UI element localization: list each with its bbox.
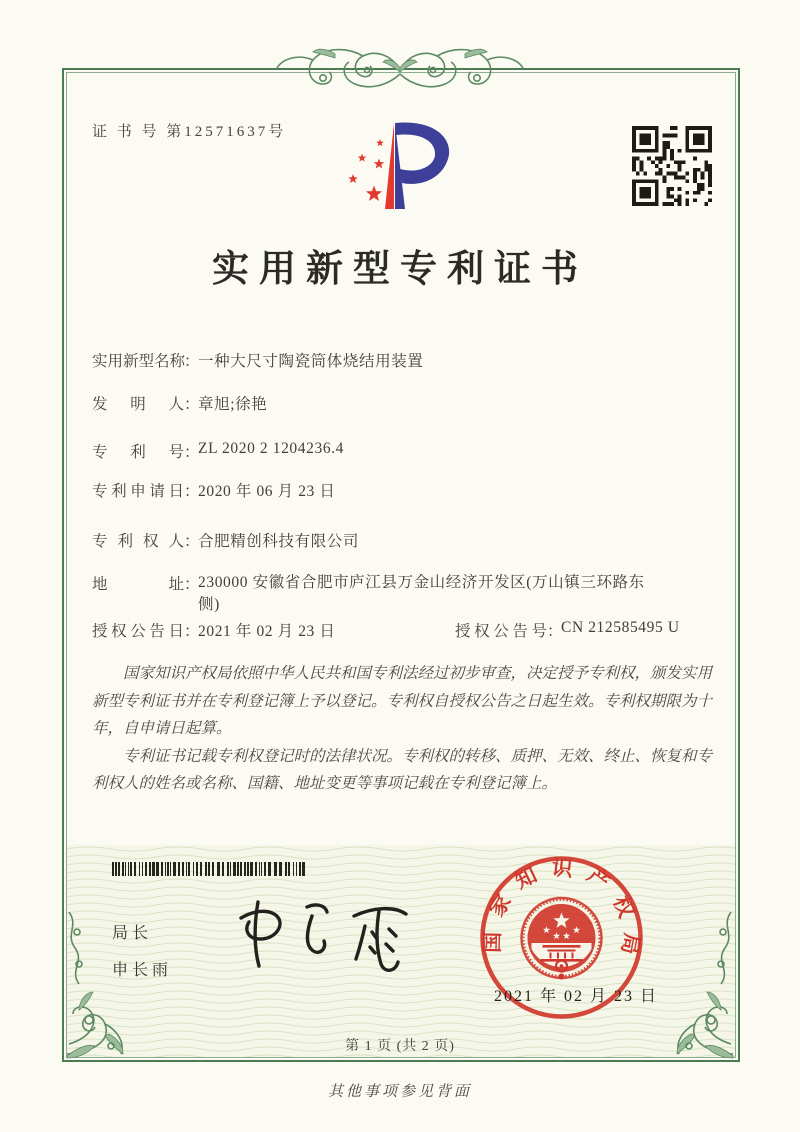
field-value: ZL 2020 2 1204236.4 xyxy=(198,440,345,457)
field-value: 230000 安徽省合肥市庐江县万金山经济开发区(万山镇三环路东侧) xyxy=(198,574,645,614)
field-value: 合肥精创科技有限公司 xyxy=(198,533,360,550)
colon: ： xyxy=(184,396,200,413)
commissioner-name: 申长雨 xyxy=(112,962,173,979)
colon: ： xyxy=(184,533,200,550)
field-row-address xyxy=(92,572,653,617)
colon: ： xyxy=(184,623,200,640)
seal-date: 2021 年 02 月 23 日 xyxy=(494,988,659,1005)
field-value: 2020 年 06 月 23 日 xyxy=(198,483,336,500)
colon: ： xyxy=(184,576,200,593)
field-row-filing-date xyxy=(92,479,335,501)
field-label: 地址 xyxy=(92,576,184,593)
commissioner-title: 局长 xyxy=(112,925,153,942)
certificate-number: 证 书 号 第12571637号 xyxy=(92,124,287,140)
colon: ： xyxy=(184,353,200,370)
field-label: 专利号 xyxy=(92,444,184,461)
field-label: 专利权人 xyxy=(92,533,184,550)
legal-paragraph-2: 专利证书记载专利权登记时的法律状况。专利权的转移、质押、无效、终止、恢复和专利权人的姓名或名称、国籍、地址变更等事项记载在专利登记簿上。 xyxy=(92,747,713,793)
field-pair-grant-number xyxy=(455,619,680,641)
cnipa-logo-icon xyxy=(342,114,462,215)
national-emblem-icon xyxy=(522,898,602,980)
field-row-grant xyxy=(92,619,680,641)
page-number: 第 1 页 (共 2 页) xyxy=(345,1039,455,1054)
field-label: 发明人 xyxy=(92,396,184,413)
field-label: 授权公告号 xyxy=(455,623,547,640)
field-label: 专利申请日 xyxy=(92,483,184,500)
field-value: 章旭;徐艳 xyxy=(198,396,268,413)
barcode xyxy=(112,862,308,876)
field-label: 授权公告日 xyxy=(92,623,184,640)
colon: ： xyxy=(547,623,563,640)
field-row-patentee xyxy=(92,529,359,551)
seal-ring-text: 国家知识产权局 xyxy=(480,855,645,970)
commissioner-block xyxy=(112,920,172,994)
field-row-patent-number xyxy=(92,440,344,462)
legal-text xyxy=(92,660,714,798)
field-row-name xyxy=(92,349,423,371)
field-row-inventors xyxy=(92,392,267,414)
back-side-note: 其他事项参见背面 xyxy=(327,1084,472,1100)
field-value: 2021 年 02 月 23 日 xyxy=(198,623,336,640)
colon: ： xyxy=(184,483,200,500)
qr-code xyxy=(632,126,712,206)
colon: ： xyxy=(184,444,200,461)
field-label: 实用新型名称 xyxy=(92,353,186,370)
field-value: 一种大尺寸陶瓷筒体烧结用装置 xyxy=(198,353,424,370)
legal-paragraph-1: 国家知识产权局依照中华人民共和国专利法经过初步审查，决定授予专利权，颁发实用新型专利证书并在专利登记簿上予以登记。专利权自授权公告之日起生效。专利权期限为十年，自申请日起算。 xyxy=(92,665,713,738)
commissioner-signature xyxy=(228,886,414,984)
certificate-title: 实用新型专利证书 xyxy=(212,249,588,290)
top-center-flourish-icon xyxy=(271,40,529,102)
field-value: CN 212585495 U xyxy=(561,619,680,636)
